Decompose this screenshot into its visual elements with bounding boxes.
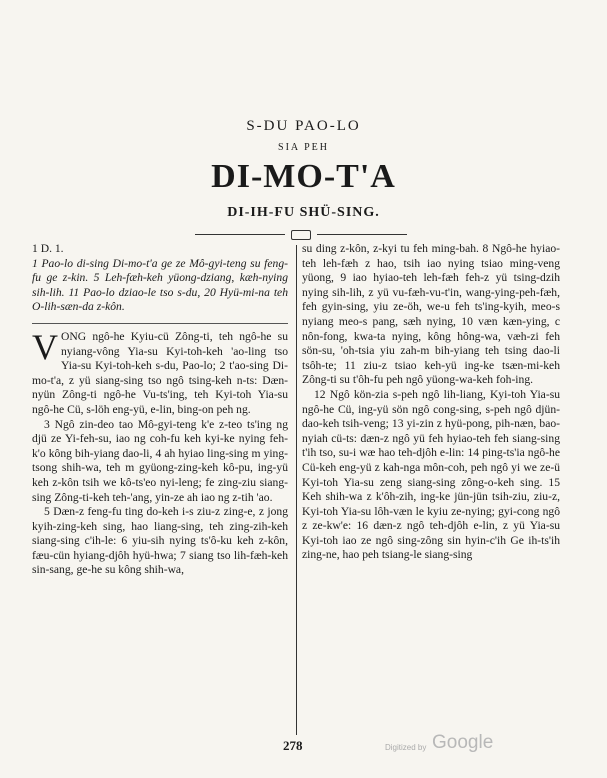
epistle-subtitle: DI-IH-FU SHÜ-SING. xyxy=(227,205,380,220)
page-number: 278 xyxy=(283,738,303,753)
right-column xyxy=(302,242,560,563)
verse-paragraph-2: 3 Ngô zin-deo tao Mô-gyi-teng k'e z-teo ts'ing ng djü ze Yi-feh-su, iao ng coh-fu keh kyi-ke nying feh-k'o kông bih-yiang dao-li, 4 ah hyiao ling-sing m ying-tsong shih-wa, teh m gyüong-zing-keh kô-pu, ing-yü keh z-kôn tsih we kô-ts'eo nyi-leng; fe zing-ziu siang-sing Zông-ti-keh teh-'ang, yin-ze ah iao ng z-tih 'ao. xyxy=(32,417,288,504)
verse-paragraph-3: 5 Dæn-z feng-fu ting do-keh i-s ziu-z zing-e, z jong kyih-zing-keh sing, hao liang-sing, teh zing-zih-keh siang-sing c'ih-le: 6 yiu-sih nying ts'ô-ku keh z-kôn, fæu-cün hyiang-djôh hyü-hwa; 7 siang tso lih-fæh-keh sin-sang, ge-he su kông shih-wa, xyxy=(32,505,288,577)
book-title: DI-MO-T'A xyxy=(211,158,396,195)
running-subtitle: SIA PEH xyxy=(278,142,329,153)
digitized-label: Digitized by xyxy=(385,743,427,752)
verse-paragraph-5: 12 Ngô kön-zia s-peh ngô lih-liang, Kyi-toh Yia-su ngô-he Cü, ing-yü sön ngô cong-sing, s-peh ngô djün-dao-keh tsih-veng; 13 yi-zin z hyü-pong, pih-næn, bao-nyiah cü-ts: dæn-z ngô yü feh hyiao-teh feh siang-sing t'ih tso, su-i wæ hao teh-djôh e-lin: 14 ping-ts'ia ngô-he Cü-keh eng-yü z kah-nga môn-coh, peh ngô yi we ze-ü Kyi-toh Yia-su zeng siang-sing zông-o-keh sing. 15 Keh shih-wa z k'ôh-zih, ing-ke jün-jün tsih-ziu, ziu-z, Kyi-toh Yia-su lôh-væn le kyiu ze-nying; gyi-cong ngô z ze-kw'e: 16 dæn-z ngô teh-djôh e-lin, z yü Yia-su Kyi-toh iao ze ngô sing-zông sin hyin-c'ih Ge ih-ts'ih zing-ne, hao peh tsiang-le siang-sing xyxy=(302,387,560,562)
left-column xyxy=(32,242,288,578)
verse-paragraph-1 xyxy=(32,326,288,418)
drop-cap: V xyxy=(32,326,58,367)
chapter-summary: 1 Pao-lo di-sing Di-mo-t'a ge ze Mô-gyi-teng su feng-fu ge z-kin. 5 Leh-fæh-keh yüong-dziang, kæh-nying sih-lih. 11 Pao-lo dziao-le tso s-du, 20 Hyü-mi-na teh O-lih-sæn-da z-kôn. xyxy=(32,257,288,324)
title-ornament xyxy=(195,230,407,240)
running-title: S-DU PAO-LO xyxy=(246,118,361,134)
google-watermark: Google xyxy=(432,732,494,753)
column-divider xyxy=(296,245,297,735)
verse-paragraph-4: su ding z-kôn, z-kyi tu feh ming-bah. 8 Ngô-he hyiao-teh leh-fæh z hao, tsih iao nying tsiao ming-veng yüong, 9 iao hyiao-teh leh-fæh feh-z yü tsing-dzih nying sih-lih, z yü vu-fæh-vu-t'in, wang-ying-peh-fæh, feh gyin-sing, yiu ze-öh, we-u feh ts'ing-kyih, meo-s nyiang meo-s pang, sæh nying, 10 væn kæn-ying, c nôn-fong, kwa-ta nying, kông hông-wa, væh-zi feh sön-su, 'oh-tsia yiu zah-m bih-yiang teh tsing dao-li tsôh-te; 11 ziu-z tsiao keh-yü ing-ke tsæn-mi-keh Zông-ti su t'ôh-fu peh ngô yüong-wa-keh foh-ing. xyxy=(302,242,560,387)
chapter-heading: 1 D. 1. xyxy=(32,242,64,255)
verse-text: ONG ngô-he Kyiu-cü Zông-ti, teh ngô-he su nyiang-vông Yia-su Kyi-toh-keh 'ao-ling tso Yia-su Kyi-toh-keh s-du, Pao-lo; 2 t'ao-sing Di-mo-t'a, z yü siang-sing tso ngô tsing-keh n-ts: Dæn-nyün Zông-ti ngô-he Vu-ts'ing, teh Kyi-toh Yia-su ngô-he Cü, s-löh eng-yü, e-lin, bing-on peh ng. xyxy=(32,329,288,416)
